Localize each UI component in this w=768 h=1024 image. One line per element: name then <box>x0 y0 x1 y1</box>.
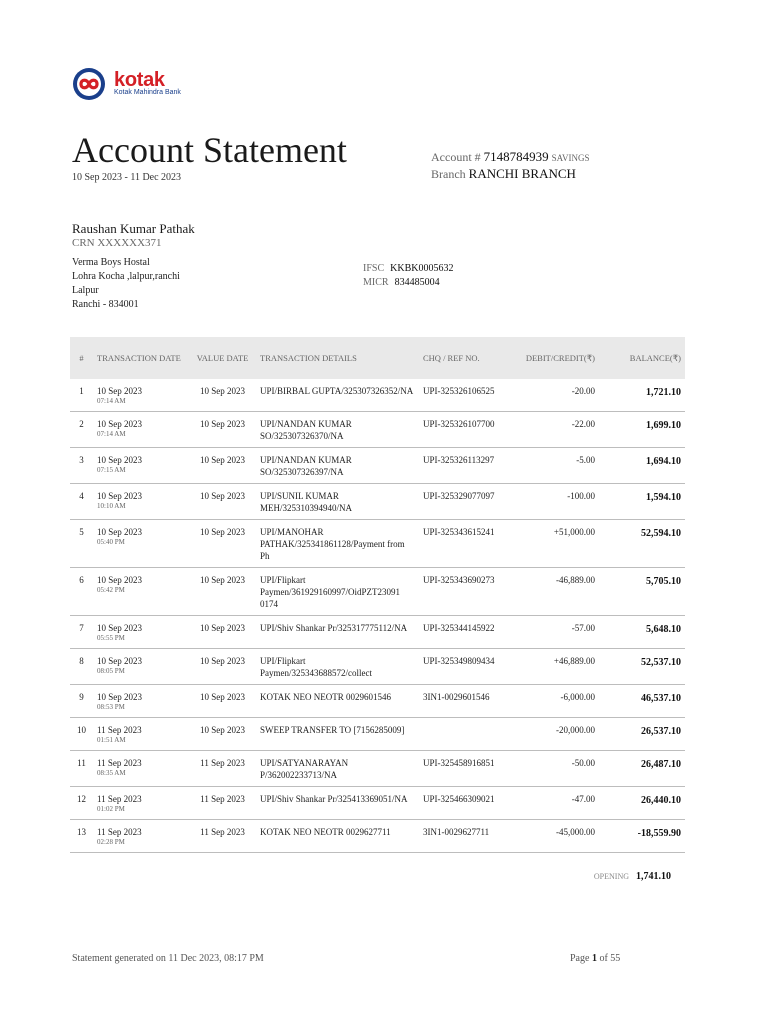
row-number: 9 <box>70 685 93 718</box>
table-row <box>70 520 685 568</box>
reference-number: UPI-325326106525 <box>419 379 515 412</box>
table-row <box>70 448 685 484</box>
transaction-date: 10 Sep 2023 <box>97 419 142 429</box>
transaction-date-cell <box>93 448 189 484</box>
bank-logo <box>72 67 212 101</box>
transaction-date-cell <box>93 616 189 649</box>
page-title: Account Statement <box>72 130 347 170</box>
branch-name: RANCHI BRANCH <box>468 166 576 181</box>
transaction-details: UPI/SATYANARAYAN P/362002233713/NA <box>256 751 419 787</box>
transaction-date-cell <box>93 568 189 616</box>
transaction-details: SWEEP TRANSFER TO [7156285009] <box>256 718 419 751</box>
debit-credit-amount: +46,889.00 <box>515 649 599 685</box>
balance: 26,537.10 <box>599 718 685 751</box>
table-row <box>70 379 685 412</box>
transaction-date: 10 Sep 2023 <box>97 455 142 465</box>
transaction-date-cell <box>93 484 189 520</box>
address-line: Verma Boys Hostal <box>72 257 150 268</box>
value-date: 11 Sep 2023 <box>189 751 256 787</box>
account-number: 7148784939 <box>483 149 549 164</box>
table-row <box>70 685 685 718</box>
balance: 52,594.10 <box>599 520 685 568</box>
transaction-time: 01:02 PM <box>97 805 125 813</box>
debit-credit-amount: -5.00 <box>515 448 599 484</box>
debit-credit-amount: -100.00 <box>515 484 599 520</box>
balance: 1,699.10 <box>599 412 685 448</box>
page-indicator <box>570 953 620 964</box>
statement-period: 10 Sep 2023 - 11 Dec 2023 <box>72 172 182 183</box>
row-number: 10 <box>70 718 93 751</box>
transaction-details: KOTAK NEO NEOTR 0029627711 <box>256 820 419 853</box>
value-date: 10 Sep 2023 <box>189 649 256 685</box>
transactions-table <box>70 337 685 853</box>
transaction-date: 10 Sep 2023 <box>97 623 142 633</box>
transaction-time: 02:28 PM <box>97 838 125 846</box>
opening-value: 1,741.10 <box>636 871 671 882</box>
customer-address <box>72 256 180 312</box>
customer-name: Raushan Kumar Pathak <box>72 221 195 236</box>
col-header-balance: BALANCE(₹) <box>629 352 681 363</box>
col-header-details: TRANSACTION DETAILS <box>260 353 357 363</box>
debit-credit-amount: -20,000.00 <box>515 718 599 751</box>
table-row <box>70 718 685 751</box>
branch-block <box>431 166 576 182</box>
transaction-date: 10 Sep 2023 <box>97 527 142 537</box>
debit-credit-amount: -20.00 <box>515 379 599 412</box>
transaction-date: 10 Sep 2023 <box>97 491 142 501</box>
balance: 1,721.10 <box>599 379 685 412</box>
reference-number: UPI-325344145922 <box>419 616 515 649</box>
address-line: Lohra Kocha ,lalpur,ranchi <box>72 271 180 282</box>
debit-credit-amount: +51,000.00 <box>515 520 599 568</box>
balance: 5,705.10 <box>599 568 685 616</box>
balance: 5,648.10 <box>599 616 685 649</box>
value-date: 10 Sep 2023 <box>189 484 256 520</box>
transaction-date: 10 Sep 2023 <box>97 656 142 666</box>
transaction-date: 11 Sep 2023 <box>97 725 142 735</box>
transaction-date-cell <box>93 751 189 787</box>
table-row <box>70 484 685 520</box>
transaction-details: UPI/NANDAN KUMAR SO/325307326397/NA <box>256 448 419 484</box>
balance: 46,537.10 <box>599 685 685 718</box>
of-label: of <box>599 953 608 964</box>
reference-number: UPI-325349809434 <box>419 649 515 685</box>
row-number: 1 <box>70 379 93 412</box>
row-number: 7 <box>70 616 93 649</box>
transaction-details: UPI/NANDAN KUMAR SO/325307326370/NA <box>256 412 419 448</box>
value-date: 10 Sep 2023 <box>189 448 256 484</box>
table-row <box>70 616 685 649</box>
row-number: 8 <box>70 649 93 685</box>
transaction-time: 10:10 AM <box>97 502 126 510</box>
col-header-ref: CHQ / REF NO. <box>423 353 480 363</box>
table-row <box>70 820 685 853</box>
value-date: 10 Sep 2023 <box>189 616 256 649</box>
branch-label: Branch <box>431 167 466 181</box>
table-row <box>70 412 685 448</box>
debit-credit-amount: -50.00 <box>515 751 599 787</box>
debit-credit-amount: -45,000.00 <box>515 820 599 853</box>
row-number: 13 <box>70 820 93 853</box>
transaction-date-cell <box>93 412 189 448</box>
account-number-block <box>431 149 590 165</box>
transaction-details: UPI/SUNIL KUMAR MEH/325310394940/NA <box>256 484 419 520</box>
transaction-date: 10 Sep 2023 <box>97 386 142 396</box>
account-type: SAVINGS <box>551 153 590 163</box>
row-number: 11 <box>70 751 93 787</box>
transaction-time: 08:05 PM <box>97 667 125 675</box>
transaction-date-cell <box>93 379 189 412</box>
transaction-details: UPI/MANOHAR PATHAK/325341861128/Payment from Ph <box>256 520 419 568</box>
opening-balance <box>560 866 671 884</box>
current-page: 1 <box>591 953 597 964</box>
transaction-details: UPI/BIRBAL GUPTA/325307326352/NA <box>256 379 419 412</box>
transaction-details: UPI/Shiv Shankar Pr/325413369051/NA <box>256 787 419 820</box>
transaction-date-cell <box>93 787 189 820</box>
balance: 26,487.10 <box>599 751 685 787</box>
table-row <box>70 787 685 820</box>
transaction-details: UPI/Flipkart Paymen/325343688572/collect <box>256 649 419 685</box>
transaction-date: 10 Sep 2023 <box>97 692 142 702</box>
generated-note: Statement generated on 11 Dec 2023, 08:17 PM <box>72 953 264 964</box>
reference-number: UPI-325466309021 <box>419 787 515 820</box>
reference-number: UPI-325329077097 <box>419 484 515 520</box>
transaction-time: 05:42 PM <box>97 586 125 594</box>
transaction-time: 05:55 PM <box>97 634 125 642</box>
transaction-details: KOTAK NEO NEOTR 0029601546 <box>256 685 419 718</box>
transaction-time: 08:35 AM <box>97 769 126 777</box>
balance: 1,694.10 <box>599 448 685 484</box>
transaction-details: UPI/Shiv Shankar Pr/325317775112/NA <box>256 616 419 649</box>
transaction-date: 11 Sep 2023 <box>97 758 142 768</box>
total-pages: 55 <box>610 953 621 964</box>
debit-credit-amount: -6,000.00 <box>515 685 599 718</box>
transaction-date: 11 Sep 2023 <box>97 827 142 837</box>
address-line: Lalpur <box>72 285 99 296</box>
kotak-infinity-icon <box>72 67 106 101</box>
col-header-date: TRANSACTION DATE <box>97 353 181 363</box>
table-row <box>70 568 685 616</box>
table-header-row <box>70 337 685 379</box>
balance: 1,594.10 <box>599 484 685 520</box>
transaction-date: 10 Sep 2023 <box>97 575 142 585</box>
debit-credit-amount: -22.00 <box>515 412 599 448</box>
value-date: 10 Sep 2023 <box>189 685 256 718</box>
transaction-date-cell <box>93 520 189 568</box>
reference-number: UPI-325326113297 <box>419 448 515 484</box>
customer-crn: CRN XXXXXX371 <box>72 237 162 249</box>
transaction-date-cell <box>93 685 189 718</box>
row-number: 3 <box>70 448 93 484</box>
row-number: 12 <box>70 787 93 820</box>
debit-credit-amount: -57.00 <box>515 616 599 649</box>
transactions-body <box>70 379 685 853</box>
row-number: 2 <box>70 412 93 448</box>
brand-name: kotak <box>114 69 165 91</box>
transaction-details: UPI/Flipkart Paymen/361929160997/OidPZT23091 0174 <box>256 568 419 616</box>
transaction-date-cell <box>93 718 189 751</box>
value-date: 10 Sep 2023 <box>189 568 256 616</box>
transaction-date: 11 Sep 2023 <box>97 794 142 804</box>
reference-number: UPI-325326107700 <box>419 412 515 448</box>
transaction-time: 01:51 AM <box>97 736 126 744</box>
account-label: Account # <box>431 150 481 164</box>
row-number: 6 <box>70 568 93 616</box>
table-row <box>70 751 685 787</box>
bank-codes <box>363 262 453 290</box>
micr-label: MICR <box>363 277 389 288</box>
balance: 26,440.10 <box>599 787 685 820</box>
transaction-time: 05:40 PM <box>97 538 125 546</box>
row-number: 4 <box>70 484 93 520</box>
value-date: 10 Sep 2023 <box>189 412 256 448</box>
transaction-time: 07:14 AM <box>97 397 126 405</box>
value-date: 10 Sep 2023 <box>189 379 256 412</box>
reference-number: 3IN1-0029601546 <box>419 685 515 718</box>
reference-number: UPI-325458916851 <box>419 751 515 787</box>
transaction-date-cell <box>93 649 189 685</box>
micr-code: 834485004 <box>394 277 440 288</box>
balance: 52,537.10 <box>599 649 685 685</box>
page-label: Page <box>570 953 590 964</box>
transaction-time: 07:14 AM <box>97 430 126 438</box>
table-row <box>70 649 685 685</box>
row-number: 5 <box>70 520 93 568</box>
transaction-time: 07:15 AM <box>97 466 126 474</box>
value-date: 10 Sep 2023 <box>189 718 256 751</box>
value-date: 11 Sep 2023 <box>189 787 256 820</box>
reference-number: UPI-325343690273 <box>419 568 515 616</box>
brand-subtitle: Kotak Mahindra Bank <box>114 89 181 96</box>
reference-number <box>419 718 515 751</box>
address-line: Ranchi - 834001 <box>72 299 139 310</box>
transaction-time: 08:53 PM <box>97 703 125 711</box>
debit-credit-amount: -46,889.00 <box>515 568 599 616</box>
transaction-date-cell <box>93 820 189 853</box>
ifsc-code: KKBK0005632 <box>390 263 454 274</box>
opening-label: OPENING <box>593 872 629 881</box>
reference-number: UPI-325343615241 <box>419 520 515 568</box>
balance: -18,559.90 <box>599 820 685 853</box>
col-header-value-date: VALUE DATE <box>196 353 249 363</box>
reference-number: 3IN1-0029627711 <box>419 820 515 853</box>
value-date: 10 Sep 2023 <box>189 520 256 568</box>
value-date: 11 Sep 2023 <box>189 820 256 853</box>
col-header-no: # <box>79 353 84 363</box>
ifsc-label: IFSC <box>363 263 385 274</box>
col-header-amount: DEBIT/CREDIT(₹) <box>525 352 595 363</box>
debit-credit-amount: -47.00 <box>515 787 599 820</box>
